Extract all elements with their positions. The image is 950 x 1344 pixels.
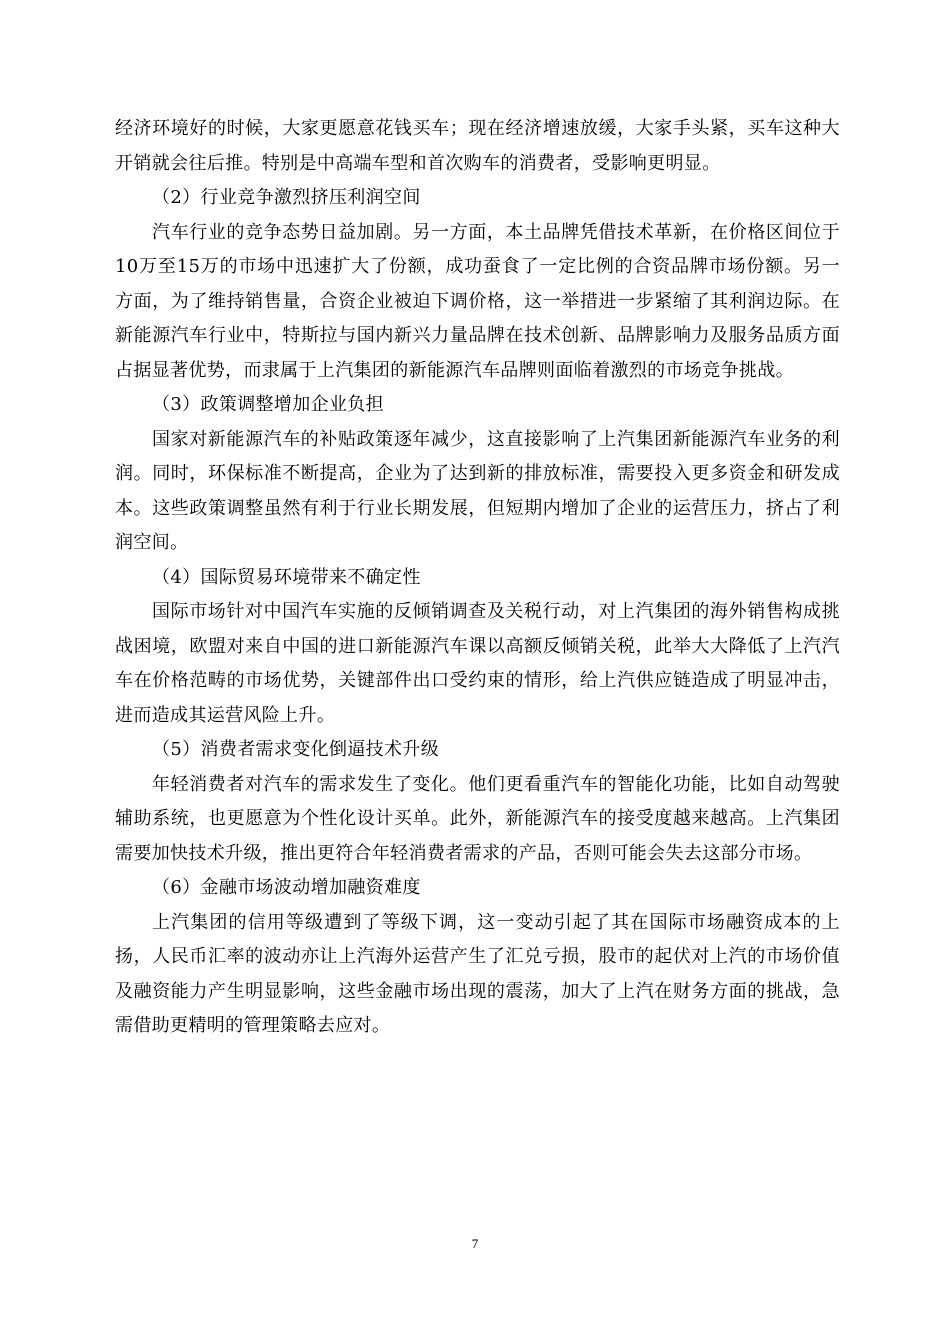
paragraph-consumer-demand: 年轻消费者对汽车的需求发生了变化。他们更看重汽车的智能化功能，比如自动驾驶辅助系统，也更愿意为个性化设计买单。此外，新能源汽车的接受度越来越高。上汽集团需要加快技术升级，推出更符合年轻消费者需求的产品，否则可能会失去这部分市场。: [115, 773, 840, 864]
paragraph-economy-continued: 经济环境好的时候，大家更愿意花钱买车；现在经济增速放缓，大家手头紧，买车这种大开销就会往后推。特别是中高端车型和首次购车的消费者，受影响更明显。: [115, 118, 840, 174]
heading-consumer-demand: （5）消费者需求变化倒逼技术升级: [152, 739, 440, 760]
paragraph-international-trade: 国际市场针对中国汽车实施的反倾销调查及关税行动，对上汽集团的海外销售构成挑战困境，欧盟对来自中国的进口新能源汽车课以高额反倾销关税，此举大大降低了上汽汽车在价格范畴的市场优势，关键部件出口受约束的情形，给上汽供应链造成了明显冲击，进而造成其运营风险上升。: [115, 601, 840, 726]
paragraph-financial-market: 上汽集团的信用等级遭到了等级下调，这一变动引起了其在国际市场融资成本的上扬，人民币汇率的波动亦让上汽海外运营产生了汇兑亏损，股市的起伏对上汽的市场价值及融资能力产生明显影响，这些金融市场出现的震荡，加大了上汽在财务方面的挑战，急需借助更精明的管理策略去应对。: [115, 911, 840, 1036]
heading-policy-adjustment: （3）政策调整增加企业负担: [152, 394, 385, 415]
page-body: [115, 112, 840, 1044]
paragraph-industry-competition: 汽车行业的竞争态势日益加剧。另一方面，本土品牌凭借技术革新，在价格区间位于10万至15万的市场中迅速扩大了份额，成功蚕食了一定比例的合资品牌市场份额。另一方面，为了维持销售量，合资企业被迫下调价格，这一举措进一步紧缩了其利润边际。在新能源汽车行业中，特斯拉与国内新兴力量品牌在技术创新、品牌影响力及服务品质方面占据显著优势，而隶属于上汽集团的新能源汽车品牌则面临着激烈的市场竞争挑战。: [115, 221, 840, 381]
heading-international-trade: （4）国际贸易环境带来不确定性: [152, 566, 421, 588]
heading-industry-competition: （2）行业竞争激烈挤压利润空间: [152, 187, 421, 208]
paragraph-policy-adjustment: 国家对新能源汽车的补贴政策逐年减少，这直接影响了上汽集团新能源汽车业务的利润。同时，环保标准不断提高，企业为了达到新的排放标准，需要投入更多资金和研发成本。这些政策调整虽然有利于行业长期发展，但短期内增加了企业的运营压力，挤占了利润空间。: [115, 428, 840, 553]
heading-financial-market: （6）金融市场波动增加融资难度: [152, 877, 421, 898]
page-number: 7: [471, 1236, 479, 1251]
